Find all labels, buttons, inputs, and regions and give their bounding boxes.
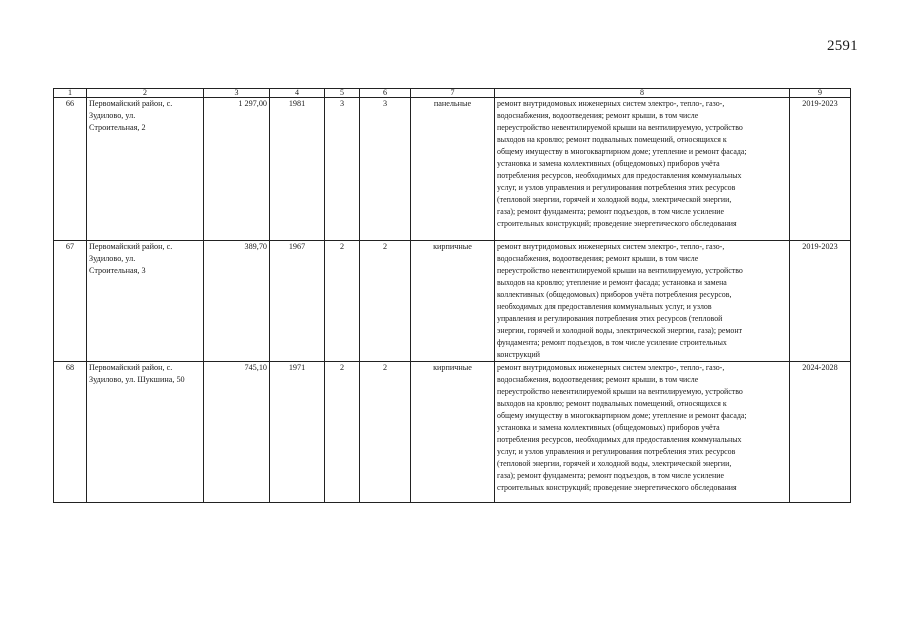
year-cell: 1967: [270, 241, 325, 362]
period-cell: 2024-2028: [790, 362, 851, 503]
works-line: установка и замена коллективных (общедомовых) приборов учёта: [497, 423, 720, 432]
column-header: 1: [54, 89, 87, 98]
row-number: 66: [54, 98, 87, 241]
address-line: Строительная, 2: [89, 123, 146, 132]
works-line: выходов на кровлю; ремонт подвальных помещений, относящихся к: [497, 135, 727, 144]
table-row: [54, 241, 851, 362]
works-line: ремонт внутридомовых инженерных систем электро-, тепло-, газо-,: [497, 242, 725, 251]
works-cell: [495, 241, 790, 362]
works-line: коллективных (общедомовых) приборов учёта потребления ресурсов,: [497, 290, 732, 299]
floors-cell: 2: [325, 241, 360, 362]
column-header: 7: [411, 89, 495, 98]
address-line: Зудилово, ул.: [89, 111, 136, 120]
row-number: 67: [54, 241, 87, 362]
works-line: потребления ресурсов, необходимых для предоставления коммунальных: [497, 171, 742, 180]
works-cell: [495, 362, 790, 503]
works-line: газа); ремонт фундамента; ремонт подъездов, в том числе усиление: [497, 207, 724, 216]
works-line: переустройство невентилируемой крыши на вентилируемую, устройство: [497, 266, 743, 275]
works-line: услуг, и узлов управления и регулирования потребления этих ресурсов: [497, 183, 736, 192]
area-cell: 745,10: [204, 362, 270, 503]
floors-cell: 3: [325, 98, 360, 241]
works-line: водоснабжения, водоотведения; ремонт крыши, в том числе: [497, 254, 699, 263]
address-line: Зудилово, ул. Шукшина, 50: [89, 375, 185, 384]
works-line: выходов на кровлю; ремонт подвальных помещений, относящихся к: [497, 399, 727, 408]
table-row: [54, 362, 851, 503]
wall-material-cell: кирпичные: [411, 241, 495, 362]
column-header: 4: [270, 89, 325, 98]
column-header: 3: [204, 89, 270, 98]
column-header: 9: [790, 89, 851, 98]
address-line: Строительная, 3: [89, 266, 146, 275]
wall-material-cell: кирпичные: [411, 362, 495, 503]
address-cell: [87, 98, 204, 241]
works-line: общему имуществу в многоквартирном доме; утепление и ремонт фасада;: [497, 411, 747, 420]
wall-material-cell: панельные: [411, 98, 495, 241]
entrances-cell: 3: [360, 98, 411, 241]
works-line: потребления ресурсов, необходимых для предоставления коммунальных: [497, 435, 742, 444]
table-row: [54, 98, 851, 241]
works-line: общему имуществу в многоквартирном доме; утепление и ремонт фасада;: [497, 147, 747, 156]
works-line: конструкций: [497, 350, 540, 359]
housing-registry-table: [53, 88, 851, 503]
entrances-cell: 2: [360, 241, 411, 362]
works-line: газа); ремонт фундамента; ремонт подъездов, в том числе усиление: [497, 471, 724, 480]
column-number-row: [54, 89, 851, 98]
works-cell: [495, 98, 790, 241]
works-line: переустройство невентилируемой крыши на вентилируемую, устройство: [497, 387, 743, 396]
works-line: управления и регулирования потребления этих ресурсов (тепловой: [497, 314, 723, 323]
works-line: энергии, горячей и холодной воды, электрической энергии, газа); ремонт: [497, 326, 743, 335]
works-line: необходимых для предоставления коммунальных услуг, и узлов: [497, 302, 712, 311]
works-line: водоснабжения, водоотведения; ремонт крыши, в том числе: [497, 111, 699, 120]
works-line: выходов на кровлю; утепление и ремонт фасада; установка и замена: [497, 278, 727, 287]
period-cell: 2019-2023: [790, 98, 851, 241]
area-cell: 389,70: [204, 241, 270, 362]
area-cell: 1 297,00: [204, 98, 270, 241]
address-line: Первомайский район, с.: [89, 99, 173, 108]
page-number: 2591: [827, 38, 858, 54]
period-cell: 2019-2023: [790, 241, 851, 362]
column-header: 8: [495, 89, 790, 98]
works-line: переустройство невентилируемой крыши на вентилируемую, устройство: [497, 123, 743, 132]
works-line: (тепловой энергии, горячей и холодной воды, электрической энергии,: [497, 459, 732, 468]
address-line: Первомайский район, с.: [89, 363, 173, 372]
works-line: водоснабжения, водоотведения; ремонт крыши, в том числе: [497, 375, 699, 384]
column-header: 2: [87, 89, 204, 98]
works-line: ремонт внутридомовых инженерных систем электро-, тепло-, газо-,: [497, 363, 725, 372]
address-line: Первомайский район, с.: [89, 242, 173, 251]
column-header: 6: [360, 89, 411, 98]
works-line: строительных конструкций; проведение энергетического обследования: [497, 483, 737, 492]
works-line: установка и замена коллективных (общедомовых) приборов учёта: [497, 159, 720, 168]
year-cell: 1971: [270, 362, 325, 503]
works-line: строительных конструкций; проведение энергетического обследования: [497, 219, 737, 228]
address-line: Зудилово, ул.: [89, 254, 136, 263]
column-header: 5: [325, 89, 360, 98]
works-line: ремонт внутридомовых инженерных систем электро-, тепло-, газо-,: [497, 99, 725, 108]
works-line: (тепловой энергии, горячей и холодной воды, электрической энергии,: [497, 195, 732, 204]
works-line: фундамента; ремонт подъездов, в том числе усиление строительных: [497, 338, 727, 347]
floors-cell: 2: [325, 362, 360, 503]
works-line: услуг, и узлов управления и регулирования потребления этих ресурсов: [497, 447, 736, 456]
address-cell: [87, 362, 204, 503]
entrances-cell: 2: [360, 362, 411, 503]
row-number: 68: [54, 362, 87, 503]
year-cell: 1981: [270, 98, 325, 241]
address-cell: [87, 241, 204, 362]
